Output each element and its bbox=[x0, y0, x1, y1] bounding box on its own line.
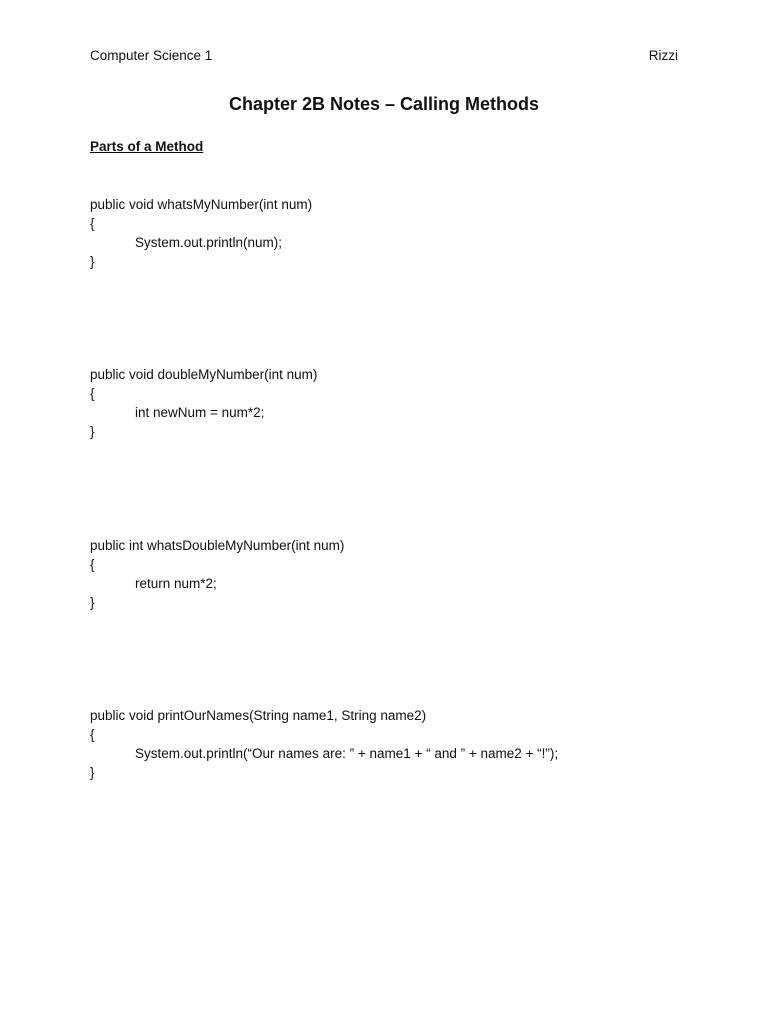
method-signature: public int whatsDoubleMyNumber(int num) bbox=[90, 538, 345, 553]
method-body: System.out.println(“Our names are: ” + name1 + “ and ” + name2 + “!”); bbox=[135, 746, 559, 761]
method-block bbox=[90, 365, 317, 441]
method-signature: public void printOurNames(String name1, String name2) bbox=[90, 708, 427, 723]
method-body: int newNum = num*2; bbox=[135, 405, 265, 420]
header-course: Computer Science 1 bbox=[90, 48, 213, 63]
open-brace: { bbox=[90, 557, 95, 572]
open-brace: { bbox=[90, 727, 95, 742]
close-brace: } bbox=[90, 254, 95, 269]
method-block bbox=[90, 195, 312, 271]
close-brace: } bbox=[90, 765, 95, 780]
open-brace: { bbox=[90, 216, 95, 231]
method-block bbox=[90, 706, 558, 782]
method-body: System.out.println(num); bbox=[135, 235, 283, 250]
header-author: Rizzi bbox=[648, 48, 678, 63]
method-signature: public void whatsMyNumber(int num) bbox=[90, 197, 313, 212]
close-brace: } bbox=[90, 424, 95, 439]
close-brace: } bbox=[90, 595, 95, 610]
page-title: Chapter 2B Notes – Calling Methods bbox=[228, 94, 540, 114]
method-body: return num*2; bbox=[135, 576, 217, 591]
method-signature: public void doubleMyNumber(int num) bbox=[90, 367, 318, 382]
method-block bbox=[90, 536, 344, 612]
section-heading: Parts of a Method bbox=[90, 139, 204, 154]
open-brace: { bbox=[90, 386, 95, 401]
